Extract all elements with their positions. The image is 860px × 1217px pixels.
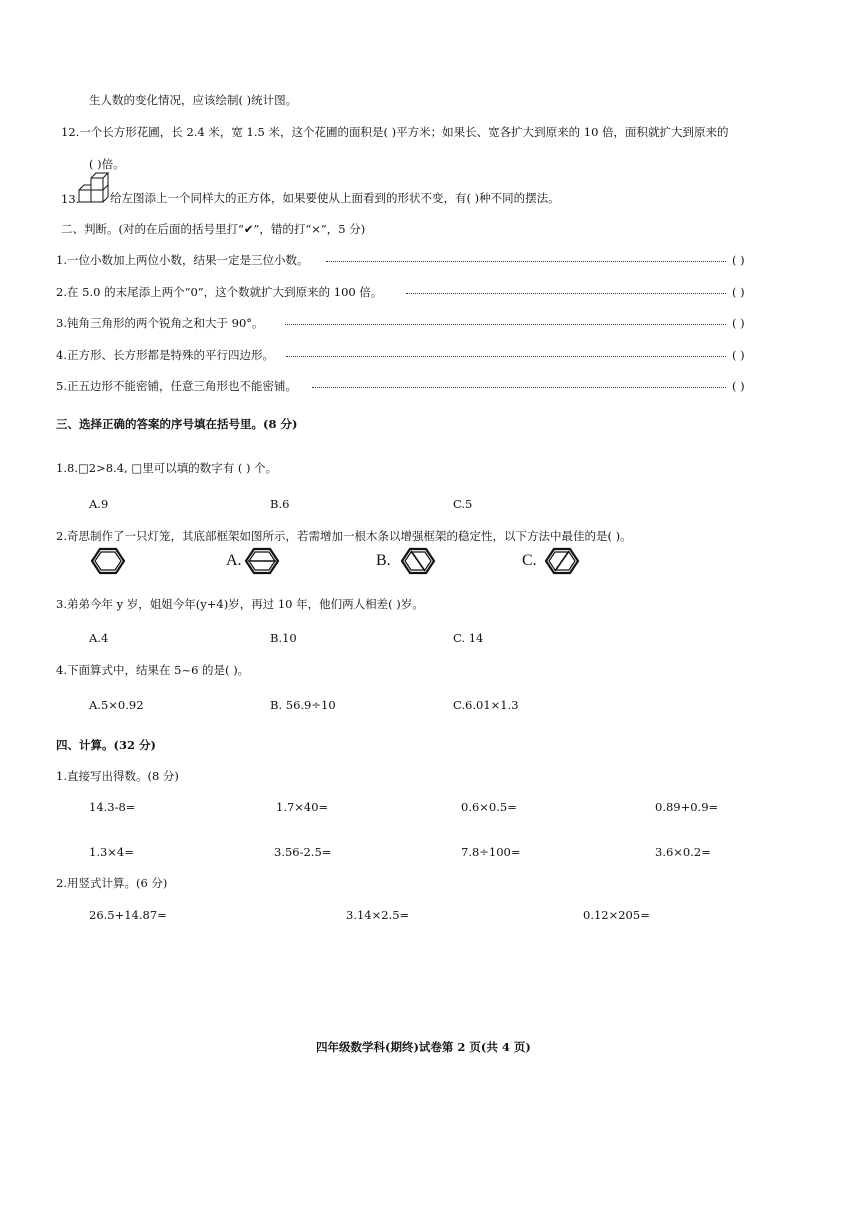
section2-title: 二、判断。(对的在后面的括号里打“✔”，错的打“×”，5 分) xyxy=(61,222,366,236)
q13-number: 13. xyxy=(61,192,80,206)
calc-item: 0.89+0.9= xyxy=(655,800,719,814)
option-c[interactable]: C.6.01×1.3 xyxy=(453,698,519,712)
choice-q4: 4.下面算式中，结果在 5~6 的是( )。 xyxy=(56,663,250,677)
judge-item-4: 4.正方形、长方形都是特殊的平行四边形。 xyxy=(56,348,274,362)
option-b[interactable]: B.10 xyxy=(270,631,297,645)
option-a[interactable]: A.4 xyxy=(89,631,109,645)
leader-dots xyxy=(406,293,726,294)
option-b[interactable]: B.6 xyxy=(270,497,290,511)
q13-text: 给左图添上一个同样大的正方体，如果要使从上面看到的形状不变，有( )种不同的摆法。 xyxy=(110,191,560,205)
figure-label-b[interactable]: B. xyxy=(376,552,391,569)
option-a[interactable]: A.9 xyxy=(89,497,109,511)
option-c[interactable]: C. 14 xyxy=(453,631,484,645)
calc-item: 0.12×205= xyxy=(583,908,650,922)
leader-dots xyxy=(312,387,726,388)
option-a[interactable]: A.5×0.92 xyxy=(89,698,144,712)
section4-title: 四、计算。(32 分) xyxy=(56,738,156,752)
calc-item: 1.7×40= xyxy=(276,800,329,814)
answer-paren[interactable]: ( ) xyxy=(732,285,745,299)
judge-item-5: 5.正五边形不能密铺，任意三角形也不能密铺。 xyxy=(56,379,297,393)
leader-dots xyxy=(326,261,726,262)
choice-q2: 2.奇思制作了一只灯笼，其底部框架如图所示，若需增加一根木条以增强框架的稳定性，以下方法中最佳的是( )。 xyxy=(56,529,632,543)
section3-title: 三、选择正确的答案的序号填在括号里。(8 分) xyxy=(56,417,298,431)
hexagon-frame-figure xyxy=(90,546,126,576)
q11-continuation: 生人数的变化情况，应该绘制( )统计图。 xyxy=(89,93,298,107)
calc-item: 0.6×0.5= xyxy=(461,800,517,814)
answer-paren[interactable]: ( ) xyxy=(732,316,745,330)
calc-item: 7.8÷100= xyxy=(461,845,521,859)
figure-label-c[interactable]: C. xyxy=(522,552,537,569)
calc-item: 1.3×4= xyxy=(89,845,134,859)
leader-dots xyxy=(285,324,726,325)
calc-item: 14.3-8= xyxy=(89,800,136,814)
q12-line2: ( )倍。 xyxy=(89,157,125,171)
calc-item: 3.56-2.5= xyxy=(274,845,332,859)
subsection-direct-calc: 1.直接写出得数。(8 分) xyxy=(56,769,179,783)
judge-item-1: 1.一位小数加上两位小数，结果一定是三位小数。 xyxy=(56,253,309,267)
leader-dots xyxy=(286,356,726,357)
option-b[interactable]: B. 56.9÷10 xyxy=(270,698,336,712)
answer-paren[interactable]: ( ) xyxy=(732,348,745,362)
judge-item-3: 3.钝角三角形的两个锐角之和大于 90°。 xyxy=(56,316,264,330)
hexagon-option-a[interactable] xyxy=(244,546,280,576)
hexagon-option-b[interactable] xyxy=(400,546,436,576)
calc-item: 3.6×0.2= xyxy=(655,845,711,859)
judge-item-2: 2.在 5.0 的末尾添上两个“0”，这个数就扩大到原来的 100 倍。 xyxy=(56,285,383,299)
figure-label-a[interactable]: A. xyxy=(226,552,242,569)
subsection-vertical-calc: 2.用竖式计算。(6 分) xyxy=(56,876,168,890)
calc-item: 26.5+14.87= xyxy=(89,908,167,922)
hexagon-option-c[interactable] xyxy=(544,546,580,576)
answer-paren[interactable]: ( ) xyxy=(732,253,745,267)
option-c[interactable]: C.5 xyxy=(453,497,473,511)
calc-item: 3.14×2.5= xyxy=(346,908,410,922)
page-footer: 四年级数学科(期终)试卷第 2 页(共 4 页) xyxy=(316,1040,531,1054)
answer-paren[interactable]: ( ) xyxy=(732,379,745,393)
q12-line1: 12.一个长方形花圃，长 2.4 米，宽 1.5 米，这个花圃的面积是( )平方米；如果长、宽各扩大到原来的 10 倍，面积就扩大到原来的 xyxy=(61,125,729,139)
choice-q1: 1.8.□2>8.4, □里可以填的数字有 ( ) 个。 xyxy=(56,461,278,475)
cubes-figure xyxy=(77,172,109,206)
choice-q3: 3.弟弟今年 y 岁，姐姐今年(y+4)岁，再过 10 年，他们两人相差( )岁。 xyxy=(56,597,424,611)
